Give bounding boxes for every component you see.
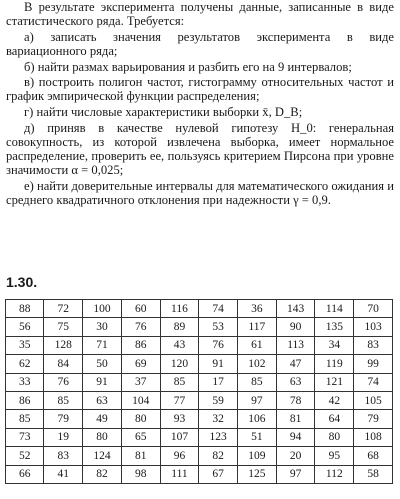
table-cell: 78	[276, 391, 315, 409]
table-cell: 51	[238, 428, 277, 446]
table-cell: 120	[160, 355, 199, 373]
table-cell: 61	[238, 336, 277, 354]
table-cell: 113	[276, 336, 315, 354]
table-cell: 111	[160, 465, 199, 483]
table-cell: 95	[315, 447, 354, 465]
table-cell: 30	[83, 318, 122, 336]
table-cell: 83	[354, 336, 393, 354]
table-cell: 97	[238, 391, 277, 409]
table-cell: 47	[276, 355, 315, 373]
table-cell: 53	[199, 318, 238, 336]
table-cell: 20	[276, 447, 315, 465]
table-cell: 114	[315, 300, 354, 318]
table-cell: 103	[354, 318, 393, 336]
table-cell: 135	[315, 318, 354, 336]
table-cell: 56	[6, 318, 44, 336]
table-row	[6, 447, 393, 465]
table-cell: 121	[315, 373, 354, 391]
table-cell: 91	[83, 373, 122, 391]
table-cell: 50	[83, 355, 122, 373]
table-cell: 100	[83, 300, 122, 318]
table-cell: 68	[354, 447, 393, 465]
table-cell: 84	[44, 355, 83, 373]
table-cell: 119	[315, 355, 354, 373]
table-row	[6, 428, 393, 446]
task-a: а) записать значения результатов эксперимента в виде вариационного ряда;	[6, 29, 394, 58]
table-row	[6, 336, 393, 354]
table-row	[6, 410, 393, 428]
problem-number: 1.30.	[6, 274, 38, 290]
table-cell: 88	[6, 300, 44, 318]
table-cell: 80	[315, 428, 354, 446]
table-cell: 83	[44, 447, 83, 465]
table-cell: 99	[354, 355, 393, 373]
table-cell: 85	[44, 391, 83, 409]
table-cell: 80	[83, 428, 122, 446]
task-b: б) найти размах варьирования и разбить его на 9 интервалов;	[24, 59, 352, 74]
table-cell: 76	[199, 336, 238, 354]
table-cell: 70	[354, 300, 393, 318]
table-cell: 64	[315, 410, 354, 428]
table-cell: 97	[276, 465, 315, 483]
problem-statement	[6, 0, 394, 209]
table-cell: 112	[315, 465, 354, 483]
data-table	[5, 299, 393, 484]
table-cell: 42	[315, 391, 354, 409]
table-row	[6, 355, 393, 373]
table-cell: 86	[121, 336, 160, 354]
table-cell: 143	[276, 300, 315, 318]
table-cell: 49	[83, 410, 122, 428]
table-cell: 75	[44, 318, 83, 336]
table-cell: 107	[160, 428, 199, 446]
table-cell: 125	[238, 465, 277, 483]
data-table-body	[6, 300, 393, 484]
table-cell: 109	[238, 447, 277, 465]
table-row	[6, 318, 393, 336]
table-cell: 62	[6, 355, 44, 373]
table-cell: 77	[160, 391, 199, 409]
table-cell: 73	[6, 428, 44, 446]
table-cell: 19	[44, 428, 83, 446]
table-cell: 52	[6, 447, 44, 465]
table-row	[6, 391, 393, 409]
table-cell: 108	[354, 428, 393, 446]
table-row	[6, 465, 393, 483]
table-cell: 79	[44, 410, 83, 428]
table-cell: 33	[6, 373, 44, 391]
table-cell: 81	[276, 410, 315, 428]
table-cell: 34	[315, 336, 354, 354]
table-cell: 58	[354, 465, 393, 483]
task-f: е) найти доверительные интервалы для математического ожидания и среднего квадратичного отклонения при надежности γ = 0,9.	[6, 178, 394, 207]
task-d: г) найти числовые характеристики выборки x̄, D_B;	[24, 104, 303, 119]
table-cell: 82	[83, 465, 122, 483]
table-cell: 106	[238, 410, 277, 428]
table-cell: 37	[121, 373, 160, 391]
table-cell: 67	[199, 465, 238, 483]
table-cell: 43	[160, 336, 199, 354]
table-cell: 32	[199, 410, 238, 428]
table-cell: 74	[354, 373, 393, 391]
table-cell: 89	[160, 318, 199, 336]
table-cell: 65	[121, 428, 160, 446]
table-cell: 63	[83, 391, 122, 409]
table-cell: 123	[199, 428, 238, 446]
table-cell: 94	[276, 428, 315, 446]
table-cell: 96	[160, 447, 199, 465]
table-cell: 98	[121, 465, 160, 483]
table-cell: 72	[44, 300, 83, 318]
table-cell: 86	[6, 391, 44, 409]
table-cell: 71	[83, 336, 122, 354]
table-cell: 17	[199, 373, 238, 391]
table-row	[6, 373, 393, 391]
table-cell: 63	[276, 373, 315, 391]
table-cell: 80	[121, 410, 160, 428]
table-cell: 76	[121, 318, 160, 336]
table-cell: 85	[160, 373, 199, 391]
table-cell: 117	[238, 318, 277, 336]
table-cell: 128	[44, 336, 83, 354]
table-cell: 124	[83, 447, 122, 465]
table-row	[6, 300, 393, 318]
table-cell: 102	[238, 355, 277, 373]
table-cell: 105	[354, 391, 393, 409]
table-cell: 79	[354, 410, 393, 428]
table-cell: 85	[6, 410, 44, 428]
table-cell: 60	[121, 300, 160, 318]
table-cell: 82	[199, 447, 238, 465]
table-cell: 74	[199, 300, 238, 318]
table-cell: 85	[238, 373, 277, 391]
intro-paragraph: В результате эксперимента получены данные, записанные в виде статистического ряда. Требуется:	[6, 0, 394, 29]
table-cell: 81	[121, 447, 160, 465]
table-cell: 93	[160, 410, 199, 428]
table-cell: 36	[238, 300, 277, 318]
table-cell: 90	[276, 318, 315, 336]
table-cell: 66	[6, 465, 44, 483]
table-cell: 91	[199, 355, 238, 373]
table-cell: 69	[121, 355, 160, 373]
table-cell: 35	[6, 336, 44, 354]
table-cell: 76	[44, 373, 83, 391]
table-cell: 41	[44, 465, 83, 483]
task-e: д) приняв в качестве нулевой гипотезу H_0: генеральная совокупность, из которой извлечена выборка, имеет нормальное распределение, проверить ее, пользуясь критерием Пирсона при уровне значимости α = 0,025;	[6, 120, 394, 178]
table-cell: 116	[160, 300, 199, 318]
table-cell: 59	[199, 391, 238, 409]
task-c: в) построить полигон частот, гистограмму относительных частот и график эмпирической функции распределения;	[6, 75, 394, 104]
table-cell: 104	[121, 391, 160, 409]
